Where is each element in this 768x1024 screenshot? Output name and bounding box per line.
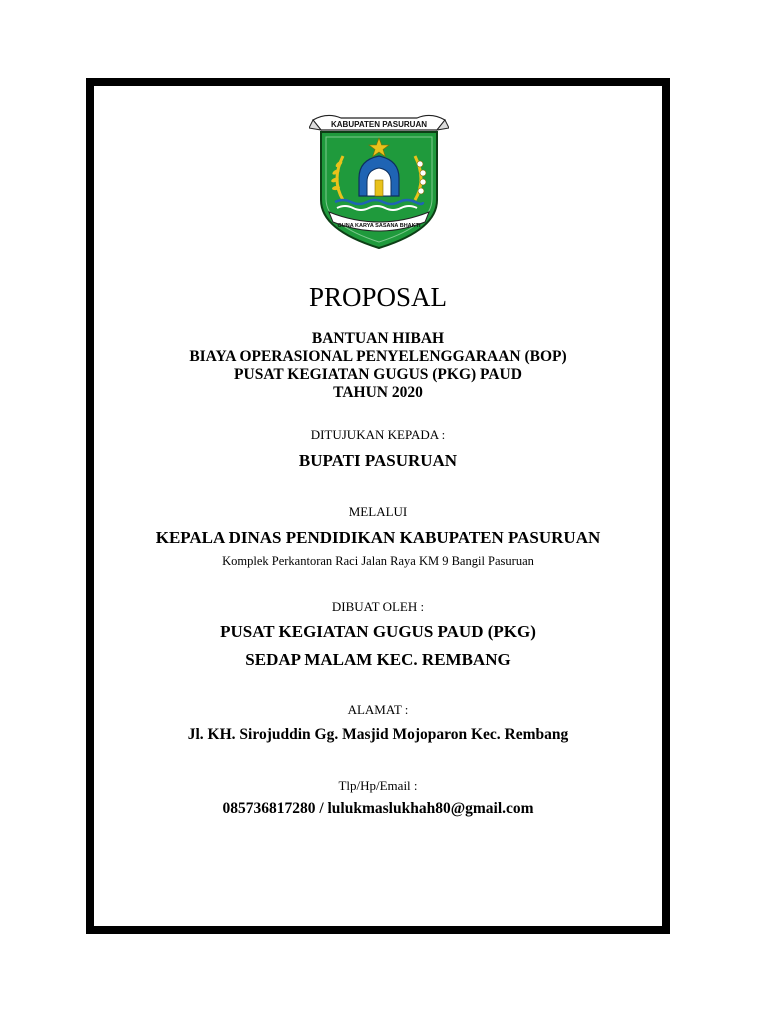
via-address: Komplek Perkantoran Raci Jalan Raya KM 9 Bangil Pasuruan: [222, 554, 534, 568]
subtitle-line: BIAYA OPERASIONAL PENYELENGGARAAN (BOP): [189, 348, 567, 365]
kabupaten-pasuruan-crest: [309, 108, 449, 250]
address-value: Jl. KH. Sirojuddin Gg. Masjid Mojoparon Kec. Rembang: [187, 726, 569, 743]
crest-motto-text: GUNA KARYA SASANA BHAKTI: [337, 223, 421, 229]
made-by-line: SEDAP MALAM KEC. REMBANG: [245, 650, 511, 669]
addressed-to-value: BUPATI PASURUAN: [298, 451, 458, 470]
proposal-title: PROPOSAL: [308, 282, 448, 312]
subtitle-line: TAHUN 2020: [333, 384, 423, 401]
crest-banner-text: KABUPATEN PASURUAN: [331, 120, 427, 129]
addressed-to-label: DITUJUKAN KEPADA :: [310, 427, 446, 442]
contact-label: Tlp/Hp/Email :: [338, 778, 418, 793]
made-by-label: DIBUAT OLEH :: [331, 599, 425, 614]
via-value: KEPALA DINAS PENDIDIKAN KABUPATEN PASURUAN: [155, 528, 601, 547]
via-label: MELALUI: [348, 504, 408, 519]
subtitle-line: PUSAT KEGIATAN GUGUS (PKG) PAUD: [234, 366, 522, 383]
made-by-line: PUSAT KEGIATAN GUGUS PAUD (PKG): [220, 622, 536, 641]
subtitle-line: BANTUAN HIBAH: [311, 330, 445, 347]
contact-value: 085736817280 / lulukmaslukhah80@gmail.com: [222, 800, 534, 817]
address-label: ALAMAT :: [347, 702, 409, 717]
